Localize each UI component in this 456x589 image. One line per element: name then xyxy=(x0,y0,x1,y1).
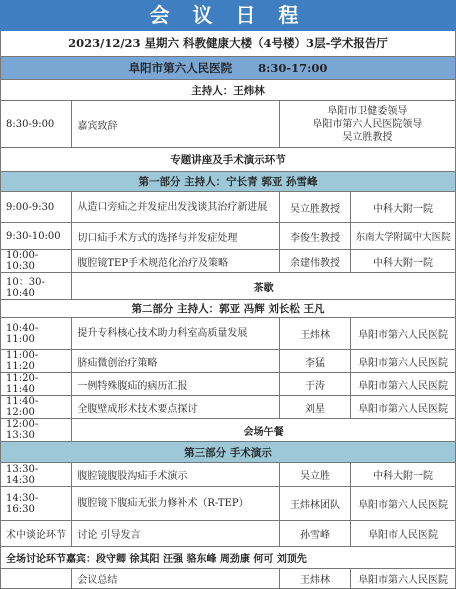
row-time: 9:30-10:00 xyxy=(1,223,72,250)
part3-header-row xyxy=(1,442,456,463)
table-row xyxy=(1,396,456,419)
row-org: 中科大附一院 xyxy=(351,192,456,223)
table-row xyxy=(1,463,456,487)
closing-org: 阜阳市第六人民医院 xyxy=(351,569,456,589)
part1-header: 第一部分 主持人：宁长青 郭亚 孙雪峰 xyxy=(1,172,456,192)
page-title: 会 议 日 程 xyxy=(0,0,456,31)
row-topic: 脐疝微创治疗策略 xyxy=(72,350,279,373)
row-org: 中科大附一院 xyxy=(351,463,456,487)
table-row xyxy=(1,350,456,373)
row-speaker: 王炜林团队 xyxy=(279,487,350,521)
table-row xyxy=(1,223,456,250)
row-org: 阜阳市第六人民医院 xyxy=(351,350,456,373)
band-time: 8:30-17:00 xyxy=(258,61,328,75)
row-org: 中科大附一院 xyxy=(351,250,456,273)
row-time: 13:30-14:30 xyxy=(1,463,72,487)
row-speaker: 李俊生教授 xyxy=(279,223,350,250)
row-speaker: 李猛 xyxy=(279,350,350,373)
tea-break-row xyxy=(1,273,456,300)
opening-speaker: 阜阳市卫健委领导 xyxy=(327,105,408,117)
row-time: 11:20-11:40 xyxy=(1,373,72,396)
discussion-guests: 全场讨论环节嘉宾：段守卿 徐其阳 汪强 骆东峰 周劲康 何可 刘顶先 xyxy=(1,547,456,569)
row-org: 阜阳市第六人民医院 xyxy=(351,487,456,521)
break-label: 会场午餐 xyxy=(72,419,456,442)
row-time: 术中谈论环节 xyxy=(1,521,72,547)
row-topic: 提升专科核心技术助力科室高质量发展 xyxy=(72,318,279,350)
part3-header: 第三部分 手术演示 xyxy=(1,442,456,463)
row-speaker: 于涛 xyxy=(279,373,350,396)
opening-speaker: 阜阳市第六人民医院领导 xyxy=(312,118,423,130)
hospital-band xyxy=(0,56,456,79)
row-speaker: 王炜林 xyxy=(279,318,350,350)
row-topic: 一例特殊腹疝的病历汇报 xyxy=(72,373,279,396)
part2-header: 第二部分 主持人：郭亚 冯辉 刘长松 王凡 xyxy=(1,300,456,318)
closing-topic: 会议总结 xyxy=(72,569,279,589)
row-org: 东南大学附属中大医院 xyxy=(351,223,456,250)
table-row xyxy=(1,318,456,350)
row-speaker: 吴立胜 xyxy=(279,463,350,487)
break-time: 12:00-13:30 xyxy=(1,419,72,442)
row-speaker: 孙雪峰 xyxy=(279,521,350,547)
host-main: 主持人：王炜林 xyxy=(1,80,456,101)
row-speaker: 刘星 xyxy=(279,396,350,419)
lunch-break-row xyxy=(1,419,456,442)
row-speaker: 余建伟教授 xyxy=(279,250,350,273)
row-topic: 全腹壁成形术技术要点探讨 xyxy=(72,396,279,419)
break-time: 10：30-10:40 xyxy=(1,273,72,300)
opening-row xyxy=(1,101,456,148)
closing-speaker: 王炜林 xyxy=(279,569,350,589)
venue-subtitle: 2023/12/23 星期六 科教健康大楼（4号楼）3层-学术报告厅 xyxy=(0,31,456,56)
row-topic: 切口疝手术方式的选择与并发症处理 xyxy=(72,223,279,250)
row-topic: 讨论 引导发言 xyxy=(72,521,279,547)
table-row xyxy=(1,521,456,547)
host-main-row xyxy=(1,80,456,101)
row-topic: 腹腔镜腹股沟疝手术演示 xyxy=(72,463,279,487)
row-time: 9:00-9:30 xyxy=(1,192,72,223)
row-topic: 从造口旁疝之并发症出发浅谈其治疗新进展 xyxy=(72,192,279,223)
table-row xyxy=(1,373,456,396)
row-time: 11:40-12:00 xyxy=(1,396,72,419)
row-time: 10:00-10:30 xyxy=(1,250,72,273)
row-org: 阜阳市第六人民医院 xyxy=(351,318,456,350)
row-org: 阜阳市人民医院 xyxy=(351,521,456,547)
opening-topic: 嘉宾致辞 xyxy=(72,101,279,148)
table-row xyxy=(1,250,456,273)
part2-header-row xyxy=(1,300,456,318)
row-topic: 腹腔镜下腹疝无张力修补术（R-TEP） xyxy=(72,487,279,521)
row-org: 阜阳市第六人民医院 xyxy=(351,396,456,419)
agenda-table xyxy=(0,79,456,589)
table-row xyxy=(1,487,456,521)
section-header: 专题讲座及手术演示环节 xyxy=(1,148,456,172)
band-hospital: 阜阳市第六人民医院 xyxy=(128,61,233,75)
row-time: 10:40-11:00 xyxy=(1,318,72,350)
opening-speaker: 吴立胜教授 xyxy=(342,131,393,143)
part1-header-row xyxy=(1,172,456,192)
closing-time xyxy=(1,569,72,589)
closing-row xyxy=(1,569,456,589)
break-label: 茶歇 xyxy=(72,273,456,300)
opening-speakers xyxy=(279,101,455,148)
row-org: 阜阳市第六人民医院 xyxy=(351,373,456,396)
table-row xyxy=(1,192,456,223)
row-topic: 腹腔镜TEP手术规范化治疗及策略 xyxy=(72,250,279,273)
row-time: 14:30-16:30 xyxy=(1,487,72,521)
row-speaker: 吴立胜教授 xyxy=(279,192,350,223)
row-time: 11:00-11:20 xyxy=(1,350,72,373)
section-header-row xyxy=(1,148,456,172)
opening-time: 8:30-9:00 xyxy=(1,101,72,148)
